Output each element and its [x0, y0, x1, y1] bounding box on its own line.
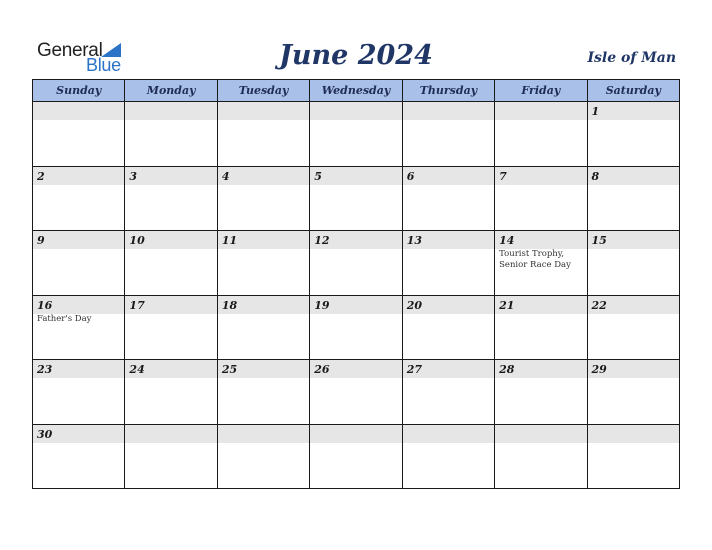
day-number-bar: [33, 102, 124, 120]
day-number: 4: [221, 169, 230, 183]
day-number-bar: [495, 167, 586, 185]
day-number: 7: [499, 169, 507, 183]
day-number: 28: [499, 363, 515, 376]
day-cell[interactable]: [587, 166, 679, 231]
day-number-bar: [218, 102, 309, 120]
day-number: 21: [499, 298, 515, 312]
day-cell[interactable]: [33, 231, 125, 296]
weekday-header-saturday: Saturday: [587, 80, 679, 102]
day-number-bar: [588, 425, 679, 443]
day-cell[interactable]: [310, 102, 402, 167]
day-number-bar: [310, 425, 401, 443]
day-number: 3: [129, 169, 138, 183]
day-number: 22: [591, 298, 607, 312]
day-cell[interactable]: [33, 166, 125, 231]
day-number: 15: [591, 234, 607, 247]
day-cell[interactable]: [402, 102, 494, 167]
day-number: 23: [37, 363, 53, 376]
day-cell[interactable]: [217, 360, 309, 425]
day-cell[interactable]: [217, 231, 309, 296]
day-number-bar: [125, 102, 216, 120]
weekday-header-row: [33, 80, 680, 102]
day-number: 5: [314, 169, 322, 183]
day-cell[interactable]: [33, 295, 125, 360]
week-row: [33, 102, 680, 167]
weekday-header-tuesday: Tuesday: [217, 80, 309, 102]
day-cell[interactable]: [217, 424, 309, 489]
weekday-header-monday: Monday: [125, 80, 217, 102]
holiday-label: Tourist Trophy, Senior Race Day: [499, 249, 571, 270]
day-number-bar: [218, 425, 309, 443]
day-cell[interactable]: [33, 102, 125, 167]
day-cell[interactable]: [495, 424, 587, 489]
day-number-bar: [403, 167, 494, 185]
day-number: 19: [314, 298, 330, 312]
day-number: 1: [591, 105, 600, 118]
day-cell[interactable]: [310, 360, 402, 425]
weekday-header-wednesday: Wednesday: [310, 80, 402, 102]
day-number: 17: [129, 298, 145, 312]
day-number: 30: [37, 427, 53, 441]
day-number-bar: [403, 102, 494, 120]
day-cell[interactable]: [33, 360, 125, 425]
day-cell[interactable]: [587, 102, 679, 167]
day-number: 9: [37, 234, 45, 247]
day-cell[interactable]: [310, 424, 402, 489]
day-number: 12: [314, 234, 330, 247]
week-row: [33, 295, 680, 360]
day-number-bar: [495, 102, 586, 120]
day-number-bar: [33, 231, 124, 249]
day-cell[interactable]: [125, 231, 217, 296]
day-number-bar: [403, 425, 494, 443]
week-row: [33, 166, 680, 231]
day-number-bar: [33, 167, 124, 185]
day-cell[interactable]: [495, 295, 587, 360]
day-number: 18: [221, 298, 238, 312]
region-label: Isle of Man: [587, 50, 676, 66]
day-cell[interactable]: [402, 424, 494, 489]
day-number: 20: [406, 298, 422, 312]
day-cell[interactable]: [125, 295, 217, 360]
day-cell[interactable]: [310, 231, 402, 296]
day-number: 8: [591, 169, 600, 183]
day-number-bar: [588, 167, 679, 185]
day-cell[interactable]: [33, 424, 125, 489]
day-number: 14: [499, 234, 515, 247]
day-cell[interactable]: [587, 295, 679, 360]
day-cell[interactable]: [495, 102, 587, 167]
day-cell[interactable]: [217, 166, 309, 231]
day-cell[interactable]: [217, 295, 309, 360]
day-number: 2: [37, 169, 45, 183]
calendar-title: June 2024: [279, 40, 433, 71]
logo-general-text: General: [37, 40, 103, 61]
day-cell[interactable]: [402, 295, 494, 360]
day-number: 13: [406, 234, 422, 247]
day-number: 27: [406, 363, 422, 376]
day-number: 25: [221, 363, 238, 376]
week-row: [33, 231, 680, 296]
day-number: 6: [406, 169, 415, 183]
day-cell[interactable]: [310, 166, 402, 231]
day-number-bar: [125, 425, 216, 443]
day-number: 16: [37, 298, 53, 312]
weekday-header-friday: Friday: [495, 80, 587, 102]
day-number: 10: [129, 234, 145, 247]
day-number: 11: [221, 234, 238, 247]
day-cell[interactable]: [125, 166, 217, 231]
holiday-label: Father's Day: [37, 313, 92, 324]
logo-blue-text: Blue: [86, 55, 121, 75]
day-number: 24: [129, 363, 145, 376]
day-cell[interactable]: [125, 102, 217, 167]
week-row: [33, 360, 680, 425]
day-number-bar: [495, 425, 586, 443]
weekday-header-thursday: Thursday: [402, 80, 494, 102]
day-number-bar: [588, 102, 679, 120]
day-cell[interactable]: [310, 295, 402, 360]
day-cell[interactable]: [587, 424, 679, 489]
day-cell[interactable]: [495, 231, 587, 296]
day-cell[interactable]: [402, 231, 494, 296]
day-number-bar: [310, 167, 401, 185]
day-number: 29: [591, 363, 607, 376]
day-number-bar: [310, 102, 401, 120]
week-row: [33, 424, 680, 489]
day-cell[interactable]: [402, 166, 494, 231]
day-number: 26: [314, 363, 330, 376]
calendar-body: [33, 102, 680, 489]
day-cell[interactable]: [495, 360, 587, 425]
weekday-header-sunday: Sunday: [33, 80, 125, 102]
day-cell[interactable]: [125, 424, 217, 489]
day-cell[interactable]: [587, 231, 679, 296]
day-cell[interactable]: [217, 102, 309, 167]
day-cell[interactable]: [125, 360, 217, 425]
day-cell[interactable]: [495, 166, 587, 231]
day-number-bar: [218, 167, 309, 185]
day-cell[interactable]: [587, 360, 679, 425]
day-cell[interactable]: [402, 360, 494, 425]
day-number-bar: [125, 167, 216, 185]
calendar-grid: [32, 79, 680, 489]
